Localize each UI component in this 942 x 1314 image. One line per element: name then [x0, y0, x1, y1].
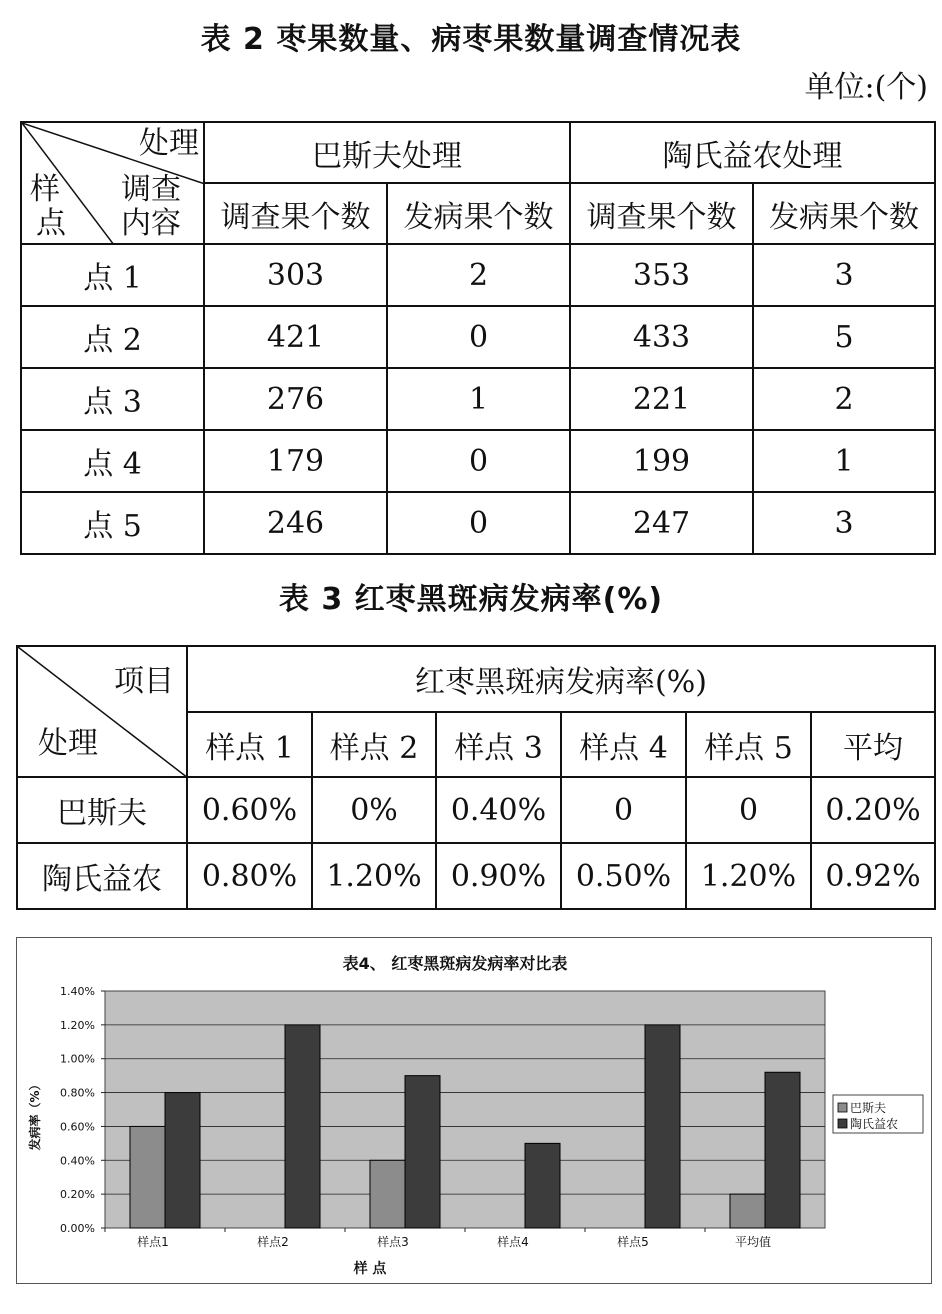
table2-subheader: 调查果个数 — [570, 183, 753, 244]
table-row — [21, 430, 935, 492]
bar — [285, 1025, 320, 1228]
y-tick-label: 0.00% — [60, 1222, 95, 1235]
x-tick-label: 样点5 — [617, 1235, 649, 1249]
row-label: 点 4 — [21, 430, 204, 492]
table-row — [21, 306, 935, 368]
row-label: 点 5 — [21, 492, 204, 554]
row-label: 点 1 — [21, 244, 204, 306]
table-cell: 5 — [753, 306, 935, 368]
bar-chart — [17, 938, 931, 1283]
table3-corner-cell — [17, 646, 187, 777]
x-axis-title: 样 点 — [353, 1261, 387, 1277]
table-cell: 3 — [753, 492, 935, 554]
table2-group-header: 陶氏益农处理 — [570, 122, 935, 183]
table3-subheader: 样点 2 — [312, 712, 436, 777]
table2-subheader: 发病果个数 — [753, 183, 935, 244]
table-cell: 0.20% — [811, 777, 935, 843]
y-tick-label: 0.80% — [60, 1086, 95, 1100]
table2-corner-cell — [21, 122, 204, 244]
table-row — [17, 777, 935, 843]
x-tick-label: 样点4 — [497, 1235, 529, 1249]
legend-label: 巴斯夫 — [850, 1101, 887, 1115]
table-cell: 221 — [570, 368, 753, 430]
table-cell: 0.60% — [187, 777, 312, 843]
x-tick-label: 样点2 — [257, 1235, 289, 1249]
x-tick-label: 平均值 — [734, 1235, 772, 1249]
table2-unit: 单位:(个) — [804, 70, 928, 105]
table-row — [21, 368, 935, 430]
bar — [645, 1025, 680, 1228]
y-tick-label: 0.20% — [60, 1188, 95, 1202]
table2-corner-mid: 调查 — [121, 172, 181, 207]
bar — [525, 1143, 560, 1228]
table3 — [16, 645, 936, 910]
table-cell: 179 — [204, 430, 387, 492]
row-label: 点 2 — [21, 306, 204, 368]
plot-area — [105, 991, 825, 1228]
table-cell: 0% — [312, 777, 436, 843]
table-row — [17, 843, 935, 909]
table-cell: 0.90% — [436, 843, 561, 909]
table2-subheader: 发病果个数 — [387, 183, 570, 244]
table-cell: 0.92% — [811, 843, 935, 909]
bar — [165, 1093, 200, 1228]
table-cell: 353 — [570, 244, 753, 306]
chart-title: 表4、 红枣黑斑病发病率对比表 — [342, 954, 568, 973]
table2 — [20, 121, 936, 555]
table3-subheader: 平均 — [811, 712, 935, 777]
y-axis-title: 发病率（%） — [28, 1078, 42, 1151]
row-label: 点 3 — [21, 368, 204, 430]
y-tick-label: 0.60% — [60, 1120, 95, 1134]
table-cell: 276 — [204, 368, 387, 430]
bar — [730, 1194, 765, 1228]
table-cell: 199 — [570, 430, 753, 492]
table3-group-header: 红枣黑斑病发病率(%) — [187, 646, 935, 712]
y-tick-label: 1.00% — [60, 1052, 95, 1066]
table2-corner-left2: 点 — [36, 206, 66, 241]
x-tick-label: 样点3 — [377, 1235, 409, 1249]
table3-corner-top: 项目 — [114, 664, 174, 699]
table2-corner-top: 处理 — [139, 126, 199, 161]
table-cell: 1 — [753, 430, 935, 492]
chart-frame — [16, 937, 932, 1284]
table-cell: 0 — [561, 777, 686, 843]
y-tick-label: 1.20% — [60, 1018, 95, 1032]
table-cell: 0.80% — [187, 843, 312, 909]
table-cell: 247 — [570, 492, 753, 554]
table2-corner-mid2: 内容 — [121, 206, 181, 241]
legend-swatch — [838, 1103, 847, 1112]
legend-label: 陶氏益农 — [850, 1117, 899, 1131]
table-row — [21, 492, 935, 554]
table-cell: 433 — [570, 306, 753, 368]
table3-subheader: 样点 4 — [561, 712, 686, 777]
bar — [370, 1160, 405, 1228]
table-cell: 246 — [204, 492, 387, 554]
table3-subheader: 样点 1 — [187, 712, 312, 777]
table-cell: 0 — [387, 430, 570, 492]
table-cell: 0.50% — [561, 843, 686, 909]
table2-subheader: 调查果个数 — [204, 183, 387, 244]
table2-title: 表 2 枣果数量、病枣果数量调查情况表 — [200, 22, 742, 57]
row-label: 陶氏益农 — [17, 843, 187, 909]
y-tick-label: 0.40% — [60, 1154, 95, 1168]
table-cell: 1.20% — [312, 843, 436, 909]
table3-subheader: 样点 5 — [686, 712, 811, 777]
table-cell: 0 — [387, 492, 570, 554]
row-label: 巴斯夫 — [17, 777, 187, 843]
table3-subheader: 样点 3 — [436, 712, 561, 777]
table-cell: 1.20% — [686, 843, 811, 909]
table-cell: 1 — [387, 368, 570, 430]
table3-title: 表 3 红枣黑斑病发病率(%) — [278, 582, 664, 617]
y-tick-label: 1.40% — [60, 985, 95, 998]
table2-corner-left: 样 — [30, 172, 60, 207]
table-cell: 3 — [753, 244, 935, 306]
table-cell: 303 — [204, 244, 387, 306]
table-cell: 0 — [686, 777, 811, 843]
table-cell: 0 — [387, 306, 570, 368]
table-cell: 2 — [753, 368, 935, 430]
table-cell: 2 — [387, 244, 570, 306]
bar — [130, 1126, 165, 1228]
bar — [405, 1076, 440, 1228]
table-row — [21, 244, 935, 306]
legend-swatch — [838, 1119, 847, 1128]
x-tick-label: 样点1 — [137, 1235, 169, 1249]
table-cell: 421 — [204, 306, 387, 368]
table2-group-header: 巴斯夫处理 — [204, 122, 570, 183]
bar — [765, 1072, 800, 1228]
table-cell: 0.40% — [436, 777, 561, 843]
table3-corner-bottom: 处理 — [38, 726, 98, 761]
